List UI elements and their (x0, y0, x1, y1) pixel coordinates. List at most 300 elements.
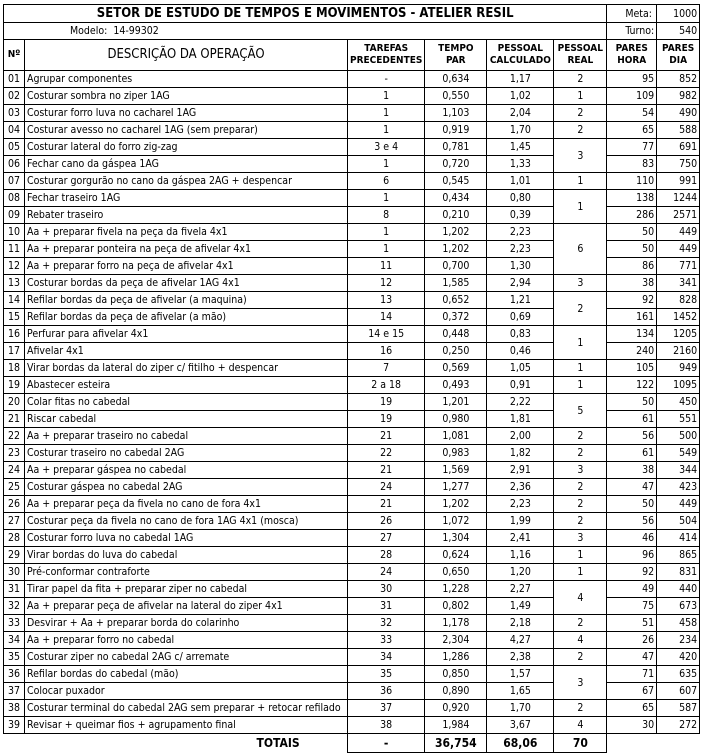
operation-description: Costurar forro luva no cacharel 1AG (25, 105, 348, 122)
totals-staff-real: 70 (554, 734, 607, 753)
table-row (4, 717, 700, 734)
table-row (4, 700, 700, 717)
table-row (4, 428, 700, 445)
row-number: 36 (4, 666, 25, 683)
time-per-pair: 0,781 (425, 139, 487, 156)
operation-description: Virar bordas da lateral do ziper c/ fitilho + despencar (25, 360, 348, 377)
precedent-tasks: 1 (348, 122, 425, 139)
staff-calculated: 1,45 (487, 139, 554, 156)
time-per-pair: 1,103 (425, 105, 487, 122)
pairs-per-hour: 77 (607, 139, 657, 156)
pairs-per-day: 607 (657, 683, 700, 700)
staff-calculated: 0,39 (487, 207, 554, 224)
row-number: 23 (4, 445, 25, 462)
precedent-tasks: 38 (348, 717, 425, 734)
operation-description: Aa + preparar ponteira na peça de afivelar 4x1 (25, 241, 348, 258)
table-row (4, 394, 700, 411)
pairs-per-hour: 50 (607, 241, 657, 258)
table-row (4, 445, 700, 462)
pairs-per-hour: 240 (607, 343, 657, 360)
operation-description: Fechar traseiro 1AG (25, 190, 348, 207)
col-dia-header: PARES DIA (657, 40, 700, 71)
table-row (4, 547, 700, 564)
staff-real: 2 (554, 71, 607, 88)
time-per-pair: 0,634 (425, 71, 487, 88)
col-hora-header: PARES HORA (607, 40, 657, 71)
operation-description: Colocar puxador (25, 683, 348, 700)
pairs-per-hour: 138 (607, 190, 657, 207)
staff-calculated: 1,02 (487, 88, 554, 105)
staff-real: 1 (554, 360, 607, 377)
table-row (4, 224, 700, 241)
col-real-header: PESSOAL REAL (554, 40, 607, 71)
pairs-per-day: 852 (657, 71, 700, 88)
staff-calculated: 2,23 (487, 224, 554, 241)
staff-calculated: 2,27 (487, 581, 554, 598)
time-per-pair: 1,202 (425, 496, 487, 513)
operation-description: Revisar + queimar fios + agrupamento final (25, 717, 348, 734)
pairs-per-hour: 65 (607, 122, 657, 139)
staff-calculated: 4,27 (487, 632, 554, 649)
operation-description: Aa + preparar gáspea no cabedal (25, 462, 348, 479)
staff-calculated: 2,41 (487, 530, 554, 547)
pairs-per-hour: 92 (607, 564, 657, 581)
time-per-pair: 1,202 (425, 224, 487, 241)
operation-description: Costurar ziper no cabedal 2AG c/ arremate (25, 649, 348, 666)
time-per-pair: 0,980 (425, 411, 487, 428)
table-row (4, 173, 700, 190)
pairs-per-hour: 110 (607, 173, 657, 190)
operation-description: Costurar lateral do forro zig-zag (25, 139, 348, 156)
precedent-tasks: 1 (348, 88, 425, 105)
time-per-pair: 1,228 (425, 581, 487, 598)
precedent-tasks: 30 (348, 581, 425, 598)
precedent-tasks: 3 e 4 (348, 139, 425, 156)
pairs-per-hour: 54 (607, 105, 657, 122)
totals-spacer (4, 734, 25, 753)
pairs-per-hour: 51 (607, 615, 657, 632)
model-label: Modelo: (70, 25, 108, 37)
operation-description: Virar bordas do luva do cabedal (25, 547, 348, 564)
pairs-per-day: 828 (657, 292, 700, 309)
precedent-tasks: 24 (348, 564, 425, 581)
row-number: 32 (4, 598, 25, 615)
time-per-pair: 0,650 (425, 564, 487, 581)
pairs-per-hour: 95 (607, 71, 657, 88)
pairs-per-hour: 26 (607, 632, 657, 649)
row-number: 11 (4, 241, 25, 258)
pairs-per-day: 1244 (657, 190, 700, 207)
precedent-tasks: 8 (348, 207, 425, 224)
precedent-tasks: 7 (348, 360, 425, 377)
row-number: 35 (4, 649, 25, 666)
row-number: 18 (4, 360, 25, 377)
row-number: 02 (4, 88, 25, 105)
precedent-tasks: 6 (348, 173, 425, 190)
table-row (4, 649, 700, 666)
staff-real: 1 (554, 190, 607, 224)
pairs-per-day: 991 (657, 173, 700, 190)
pairs-per-day: 551 (657, 411, 700, 428)
staff-real: 2 (554, 479, 607, 496)
staff-real: 2 (554, 513, 607, 530)
staff-real: 2 (554, 122, 607, 139)
row-number: 06 (4, 156, 25, 173)
operation-description: Agrupar componentes (25, 71, 348, 88)
table-row (4, 513, 700, 530)
operation-description: Aa + preparar forro no cabedal (25, 632, 348, 649)
precedent-tasks: 31 (348, 598, 425, 615)
operation-description: Costurar terminal do cabedal 2AG sem preparar + retocar refilado (25, 700, 348, 717)
precedent-tasks: 1 (348, 241, 425, 258)
staff-real: 3 (554, 666, 607, 700)
time-per-pair: 0,919 (425, 122, 487, 139)
time-per-pair: 0,372 (425, 309, 487, 326)
totals-staff-calculated: 68,06 (487, 734, 554, 753)
staff-calculated: 1,01 (487, 173, 554, 190)
pairs-per-day: 588 (657, 122, 700, 139)
operation-description: Colar fitas no cabedal (25, 394, 348, 411)
pairs-per-day: 234 (657, 632, 700, 649)
operation-description: Aa + preparar fivela na peça da fivela 4x1 (25, 224, 348, 241)
operation-description: Costurar gorgurão no cano da gáspea 2AG + despencar (25, 173, 348, 190)
staff-calculated: 2,38 (487, 649, 554, 666)
time-study-sheet (3, 4, 700, 753)
operation-description: Costurar gáspea no cabedal 2AG (25, 479, 348, 496)
pairs-per-day: 750 (657, 156, 700, 173)
time-per-pair: 1,081 (425, 428, 487, 445)
table-row (4, 496, 700, 513)
row-number: 34 (4, 632, 25, 649)
precedent-tasks: 32 (348, 615, 425, 632)
staff-calculated: 1,17 (487, 71, 554, 88)
operation-description: Costurar forro luva no cabedal 1AG (25, 530, 348, 547)
staff-real: 3 (554, 462, 607, 479)
time-per-pair: 1,201 (425, 394, 487, 411)
time-per-pair: 1,984 (425, 717, 487, 734)
model-value: 14-99302 (113, 25, 159, 37)
precedent-tasks: - (348, 71, 425, 88)
time-per-pair: 0,700 (425, 258, 487, 275)
pairs-per-day: 982 (657, 88, 700, 105)
time-per-pair: 1,286 (425, 649, 487, 666)
table-row (4, 275, 700, 292)
table-row (4, 360, 700, 377)
pairs-per-hour: 122 (607, 377, 657, 394)
pairs-per-day: 449 (657, 241, 700, 258)
staff-real: 5 (554, 394, 607, 428)
pairs-per-day: 673 (657, 598, 700, 615)
operation-description: Afivelar 4x1 (25, 343, 348, 360)
pairs-per-day: 1205 (657, 326, 700, 343)
pairs-per-hour: 65 (607, 700, 657, 717)
staff-calculated: 1,70 (487, 122, 554, 139)
row-number: 17 (4, 343, 25, 360)
staff-calculated: 1,81 (487, 411, 554, 428)
operation-description: Refilar bordas do cabedal (mão) (25, 666, 348, 683)
staff-real: 1 (554, 88, 607, 105)
row-number: 27 (4, 513, 25, 530)
precedent-tasks: 1 (348, 224, 425, 241)
pairs-per-hour: 50 (607, 224, 657, 241)
row-number: 26 (4, 496, 25, 513)
row-number: 16 (4, 326, 25, 343)
precedent-tasks: 16 (348, 343, 425, 360)
staff-calculated: 2,23 (487, 496, 554, 513)
row-number: 28 (4, 530, 25, 547)
row-number: 19 (4, 377, 25, 394)
pairs-per-hour: 46 (607, 530, 657, 547)
time-per-pair: 0,983 (425, 445, 487, 462)
time-per-pair: 0,850 (425, 666, 487, 683)
table-row (4, 190, 700, 207)
staff-real: 3 (554, 275, 607, 292)
col-calc-header: PESSOAL CALCULADO (487, 40, 554, 71)
row-number: 25 (4, 479, 25, 496)
pairs-per-day: 1095 (657, 377, 700, 394)
staff-calculated: 1,30 (487, 258, 554, 275)
pairs-per-hour: 161 (607, 309, 657, 326)
operation-description: Costurar peça da fivela no cano de fora 1AG 4x1 (mosca) (25, 513, 348, 530)
pairs-per-hour: 67 (607, 683, 657, 700)
sheet-title: SETOR DE ESTUDO DE TEMPOS E MOVIMENTOS - ATELIER RESIL (4, 5, 607, 23)
time-per-pair: 0,545 (425, 173, 487, 190)
staff-real: 2 (554, 649, 607, 666)
col-num-header: Nº (4, 40, 25, 71)
staff-real: 4 (554, 632, 607, 649)
precedent-tasks: 13 (348, 292, 425, 309)
col-desc-header: DESCRIÇÃO DA OPERAÇÃO (25, 40, 348, 71)
operation-description: Costurar traseiro no cabedal 2AG (25, 445, 348, 462)
pairs-per-day: 449 (657, 224, 700, 241)
pairs-per-day: 2160 (657, 343, 700, 360)
pairs-per-hour: 61 (607, 411, 657, 428)
operation-description: Refilar bordas da peça de afivelar (a maquina) (25, 292, 348, 309)
pairs-per-day: 549 (657, 445, 700, 462)
time-per-pair: 0,624 (425, 547, 487, 564)
staff-calculated: 1,70 (487, 700, 554, 717)
time-per-pair: 0,493 (425, 377, 487, 394)
col-prev-header: TAREFAS PRECEDENTES (348, 40, 425, 71)
pairs-per-day: 440 (657, 581, 700, 598)
pairs-per-day: 423 (657, 479, 700, 496)
precedent-tasks: 1 (348, 156, 425, 173)
precedent-tasks: 37 (348, 700, 425, 717)
staff-real: 2 (554, 428, 607, 445)
operation-description: Aa + preparar forro na peça de afivelar 4x1 (25, 258, 348, 275)
staff-real: 2 (554, 700, 607, 717)
staff-calculated: 2,22 (487, 394, 554, 411)
row-number: 09 (4, 207, 25, 224)
staff-calculated: 1,05 (487, 360, 554, 377)
pairs-per-day: 272 (657, 717, 700, 734)
pairs-per-day: 420 (657, 649, 700, 666)
precedent-tasks: 19 (348, 394, 425, 411)
staff-calculated: 1,33 (487, 156, 554, 173)
row-number: 03 (4, 105, 25, 122)
staff-calculated: 1,65 (487, 683, 554, 700)
staff-real: 6 (554, 224, 607, 275)
pairs-per-day: 831 (657, 564, 700, 581)
row-number: 07 (4, 173, 25, 190)
staff-calculated: 3,67 (487, 717, 554, 734)
pairs-per-hour: 56 (607, 428, 657, 445)
operation-description: Rebater traseiro (25, 207, 348, 224)
row-number: 20 (4, 394, 25, 411)
precedent-tasks: 21 (348, 462, 425, 479)
precedent-tasks: 26 (348, 513, 425, 530)
precedent-tasks: 21 (348, 428, 425, 445)
table-row (4, 564, 700, 581)
staff-real: 1 (554, 377, 607, 394)
pairs-per-day: 504 (657, 513, 700, 530)
staff-calculated: 0,91 (487, 377, 554, 394)
pairs-per-day: 691 (657, 139, 700, 156)
staff-real: 3 (554, 530, 607, 547)
totals-precedent: - (348, 734, 425, 753)
staff-calculated: 1,82 (487, 445, 554, 462)
table-row (4, 71, 700, 88)
table-row (4, 88, 700, 105)
staff-calculated: 1,49 (487, 598, 554, 615)
staff-real: 2 (554, 445, 607, 462)
pairs-per-hour: 50 (607, 496, 657, 513)
pairs-per-day: 490 (657, 105, 700, 122)
table-row (4, 377, 700, 394)
row-number: 29 (4, 547, 25, 564)
time-per-pair: 1,569 (425, 462, 487, 479)
time-per-pair: 0,920 (425, 700, 487, 717)
time-per-pair: 1,072 (425, 513, 487, 530)
staff-calculated: 2,00 (487, 428, 554, 445)
staff-real: 2 (554, 105, 607, 122)
staff-real: 1 (554, 564, 607, 581)
precedent-tasks: 14 (348, 309, 425, 326)
staff-calculated: 2,23 (487, 241, 554, 258)
table-row (4, 139, 700, 156)
row-number: 21 (4, 411, 25, 428)
pairs-per-hour: 61 (607, 445, 657, 462)
row-number: 10 (4, 224, 25, 241)
staff-real: 3 (554, 139, 607, 173)
pairs-per-day: 635 (657, 666, 700, 683)
col-tempo-header: TEMPO PAR (425, 40, 487, 71)
pairs-per-day: 771 (657, 258, 700, 275)
staff-calculated: 0,83 (487, 326, 554, 343)
pairs-per-hour: 71 (607, 666, 657, 683)
meta-value: 1000 (657, 5, 700, 23)
pairs-per-hour: 105 (607, 360, 657, 377)
pairs-per-day: 458 (657, 615, 700, 632)
pairs-per-hour: 109 (607, 88, 657, 105)
table-row (4, 326, 700, 343)
precedent-tasks: 22 (348, 445, 425, 462)
precedent-tasks: 36 (348, 683, 425, 700)
operation-description: Costurar bordas da peça de afivelar 1AG 4x1 (25, 275, 348, 292)
pairs-per-hour: 134 (607, 326, 657, 343)
table-row (4, 292, 700, 309)
time-per-pair: 0,720 (425, 156, 487, 173)
staff-calculated: 2,91 (487, 462, 554, 479)
turno-label: Turno: (607, 23, 657, 40)
pairs-per-day: 344 (657, 462, 700, 479)
time-per-pair: 1,585 (425, 275, 487, 292)
staff-calculated: 1,20 (487, 564, 554, 581)
precedent-tasks: 28 (348, 547, 425, 564)
precedent-tasks: 19 (348, 411, 425, 428)
precedent-tasks: 27 (348, 530, 425, 547)
model-row (4, 23, 607, 40)
staff-calculated: 0,69 (487, 309, 554, 326)
precedent-tasks: 35 (348, 666, 425, 683)
table-row (4, 581, 700, 598)
operation-description: Fechar cano da gáspea 1AG (25, 156, 348, 173)
table-row (4, 462, 700, 479)
staff-calculated: 1,99 (487, 513, 554, 530)
time-per-pair: 0,448 (425, 326, 487, 343)
precedent-tasks: 21 (348, 496, 425, 513)
row-number: 13 (4, 275, 25, 292)
pairs-per-hour: 96 (607, 547, 657, 564)
pairs-per-hour: 47 (607, 649, 657, 666)
time-per-pair: 1,178 (425, 615, 487, 632)
time-per-pair: 0,652 (425, 292, 487, 309)
time-per-pair: 1,277 (425, 479, 487, 496)
staff-real: 2 (554, 496, 607, 513)
pairs-per-day: 449 (657, 496, 700, 513)
staff-calculated: 1,57 (487, 666, 554, 683)
staff-real: 1 (554, 173, 607, 190)
staff-real: 2 (554, 615, 607, 632)
operation-description: Aa + preparar peça da fivela no cano de fora 4x1 (25, 496, 348, 513)
precedent-tasks: 33 (348, 632, 425, 649)
totals-time: 36,754 (425, 734, 487, 753)
row-number: 39 (4, 717, 25, 734)
operation-description: Riscar cabedal (25, 411, 348, 428)
precedent-tasks: 12 (348, 275, 425, 292)
staff-calculated: 1,16 (487, 547, 554, 564)
operation-description: Costurar sombra no ziper 1AG (25, 88, 348, 105)
staff-real: 4 (554, 717, 607, 734)
time-per-pair: 0,890 (425, 683, 487, 700)
pairs-per-hour: 38 (607, 462, 657, 479)
table-row (4, 632, 700, 649)
meta-label: Meta: (607, 5, 657, 23)
table-row (4, 479, 700, 496)
time-per-pair: 0,250 (425, 343, 487, 360)
staff-calculated: 0,80 (487, 190, 554, 207)
operation-description: Costurar avesso no cacharel 1AG (sem preparar) (25, 122, 348, 139)
totals-label: TOTAIS (25, 734, 348, 753)
row-number: 22 (4, 428, 25, 445)
pairs-per-hour: 56 (607, 513, 657, 530)
row-number: 24 (4, 462, 25, 479)
operation-description: Tirar papel da fita + preparar ziper no cabedal (25, 581, 348, 598)
operation-description: Aa + preparar peça de afivelar na lateral do ziper 4x1 (25, 598, 348, 615)
pairs-per-day: 949 (657, 360, 700, 377)
precedent-tasks: 14 e 15 (348, 326, 425, 343)
operation-description: Pré-conformar contraforte (25, 564, 348, 581)
pairs-per-hour: 38 (607, 275, 657, 292)
time-per-pair: 0,210 (425, 207, 487, 224)
staff-calculated: 2,94 (487, 275, 554, 292)
row-number: 31 (4, 581, 25, 598)
pairs-per-day: 865 (657, 547, 700, 564)
precedent-tasks: 1 (348, 105, 425, 122)
table-row (4, 105, 700, 122)
row-number: 37 (4, 683, 25, 700)
precedent-tasks: 24 (348, 479, 425, 496)
